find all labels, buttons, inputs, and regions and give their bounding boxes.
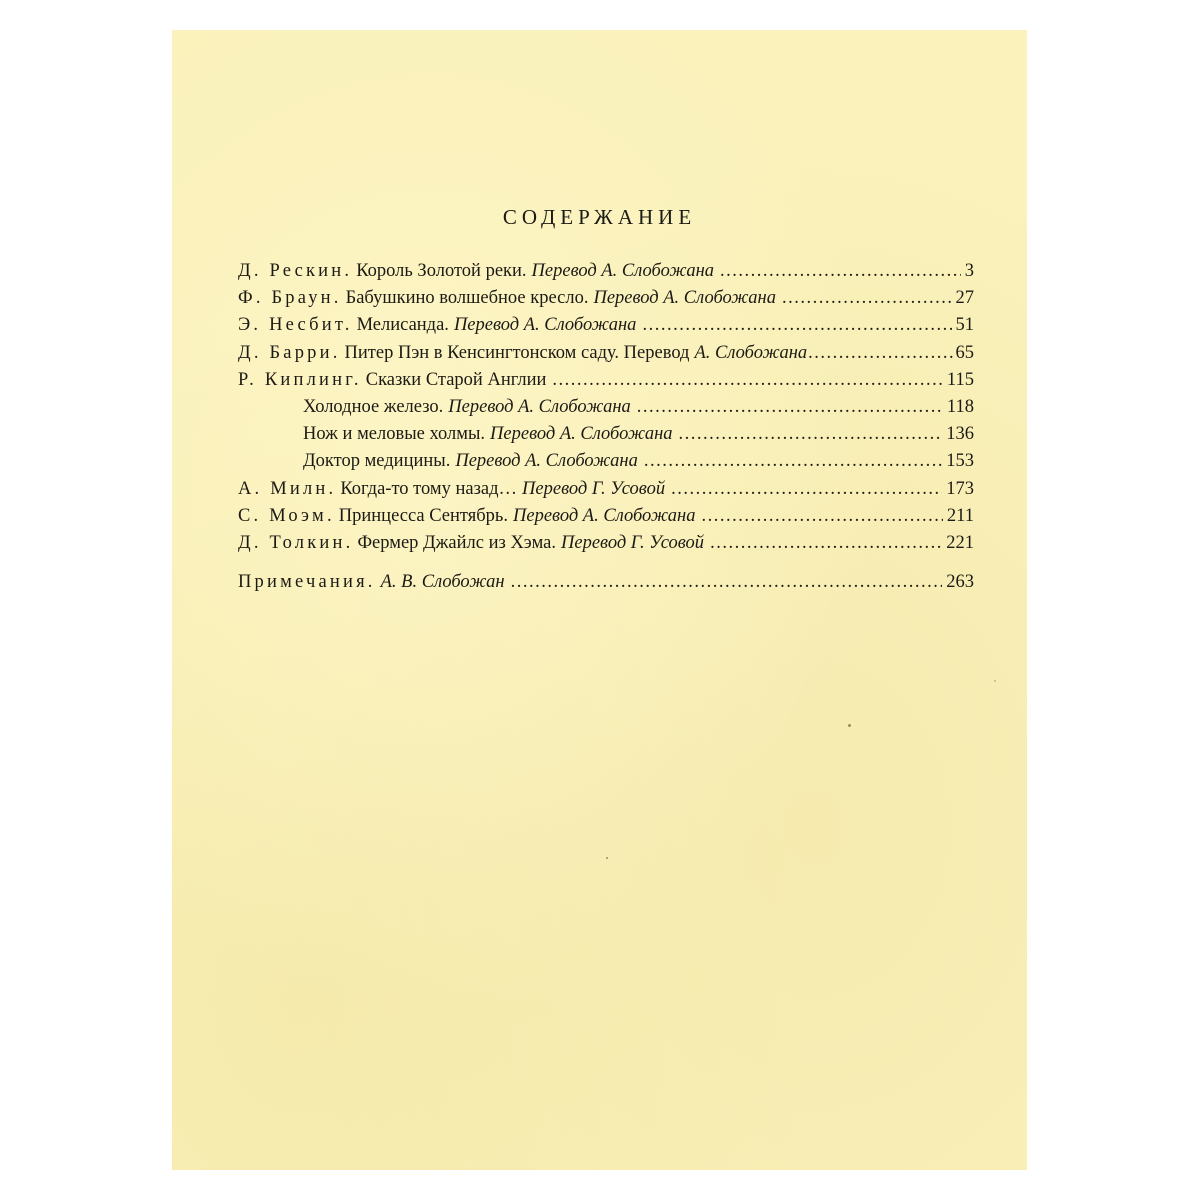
paper-speck xyxy=(994,680,996,682)
toc-subentry xyxy=(238,448,974,475)
toc-page-number: 51 xyxy=(955,315,974,336)
toc-entry xyxy=(238,476,974,503)
toc-work-title: Питер Пэн в Кенсингтонском саду. Перевод xyxy=(344,342,690,363)
toc-entry xyxy=(238,312,974,339)
toc-page-number: 118 xyxy=(946,396,974,417)
toc-translator: Перевод А. Слобожана xyxy=(455,451,638,472)
table-of-contents xyxy=(238,258,974,596)
toc-entry-notes xyxy=(238,569,974,596)
dot-leader xyxy=(511,569,943,596)
dot-leader xyxy=(720,258,961,285)
dot-leader xyxy=(782,285,952,312)
toc-author: Д. Барри. xyxy=(238,342,341,363)
toc-author: Э. Несбит. xyxy=(238,315,353,336)
toc-page-number: 221 xyxy=(946,532,974,553)
toc-work-title: Бабушкино волшебное кресло. xyxy=(345,288,589,309)
toc-entry xyxy=(238,530,974,557)
toc-translator: Перевод Г. Усовой xyxy=(561,532,705,553)
toc-author: Р. Киплинг. xyxy=(238,369,362,390)
toc-page-number: 153 xyxy=(946,451,974,472)
toc-translator: Перевод А. Слобожана xyxy=(531,261,715,281)
toc-page-number: 211 xyxy=(946,505,974,526)
paper-speck xyxy=(848,724,851,727)
toc-translator: Перевод А. Слобожана xyxy=(453,315,637,336)
toc-page-number: 3 xyxy=(964,261,974,281)
toc-work-title: Холодное железо. xyxy=(303,396,444,417)
toc-work-title: Фермер Джайлс из Хэма. xyxy=(357,532,556,553)
paper-speck xyxy=(606,857,608,859)
dot-leader xyxy=(637,394,943,421)
toc-entry xyxy=(238,503,974,530)
toc-entry xyxy=(238,340,974,367)
toc-author: С. Моэм. xyxy=(238,505,335,526)
book-page xyxy=(172,30,1027,1170)
toc-work-title: Принцесса Сентябрь. xyxy=(338,505,508,526)
toc-author: А. Милн. xyxy=(238,478,337,499)
toc-translator: Перевод А. Слобожана xyxy=(448,396,631,417)
toc-work-title: Король Золотой реки. xyxy=(356,261,527,281)
toc-entry xyxy=(238,367,974,394)
toc-translator: А. Слобожана xyxy=(694,342,808,363)
toc-author: Д. Толкин. xyxy=(238,532,354,553)
toc-translator: Перевод А. Слобожана xyxy=(513,505,696,526)
toc-translator: Перевод Г. Усовой xyxy=(522,478,666,499)
toc-translator: А. В. Слобожан xyxy=(380,572,505,593)
toc-author: Д. Рескин. xyxy=(238,261,353,281)
toc-work-title: Мелисанда. xyxy=(356,315,449,336)
toc-subentry xyxy=(238,421,974,448)
toc-work-title: Сказки Старой Англии xyxy=(365,369,547,390)
toc-work-title: Нож и меловые холмы. xyxy=(303,424,486,445)
toc-page-number: 173 xyxy=(946,478,974,499)
dot-leader xyxy=(702,503,943,530)
toc-author: Примечания. xyxy=(238,572,376,593)
toc-entry xyxy=(238,258,974,285)
toc-author: Ф. Браун. xyxy=(238,288,342,309)
toc-work-title: Доктор медицины. xyxy=(303,451,451,472)
dot-leader xyxy=(552,367,943,394)
toc-entry xyxy=(238,285,974,312)
dot-leader xyxy=(808,340,954,367)
dot-leader xyxy=(642,312,951,339)
toc-work-title: Когда-то тому назад… xyxy=(340,478,518,499)
dot-leader xyxy=(710,530,942,557)
toc-page-number: 136 xyxy=(946,424,974,445)
toc-page-number: 27 xyxy=(955,288,974,309)
dot-leader xyxy=(671,476,942,503)
page-title: СОДЕРЖАНИЕ xyxy=(502,205,697,229)
toc-translator: Перевод А. Слобожана xyxy=(593,288,776,309)
toc-page-number: 263 xyxy=(946,572,974,593)
toc-translator: Перевод А. Слобожана xyxy=(490,424,673,445)
toc-page-number: 65 xyxy=(955,342,974,363)
dot-leader xyxy=(644,448,942,475)
toc-page-number: 115 xyxy=(946,369,974,390)
toc-subentry xyxy=(238,394,974,421)
dot-leader xyxy=(679,421,943,448)
